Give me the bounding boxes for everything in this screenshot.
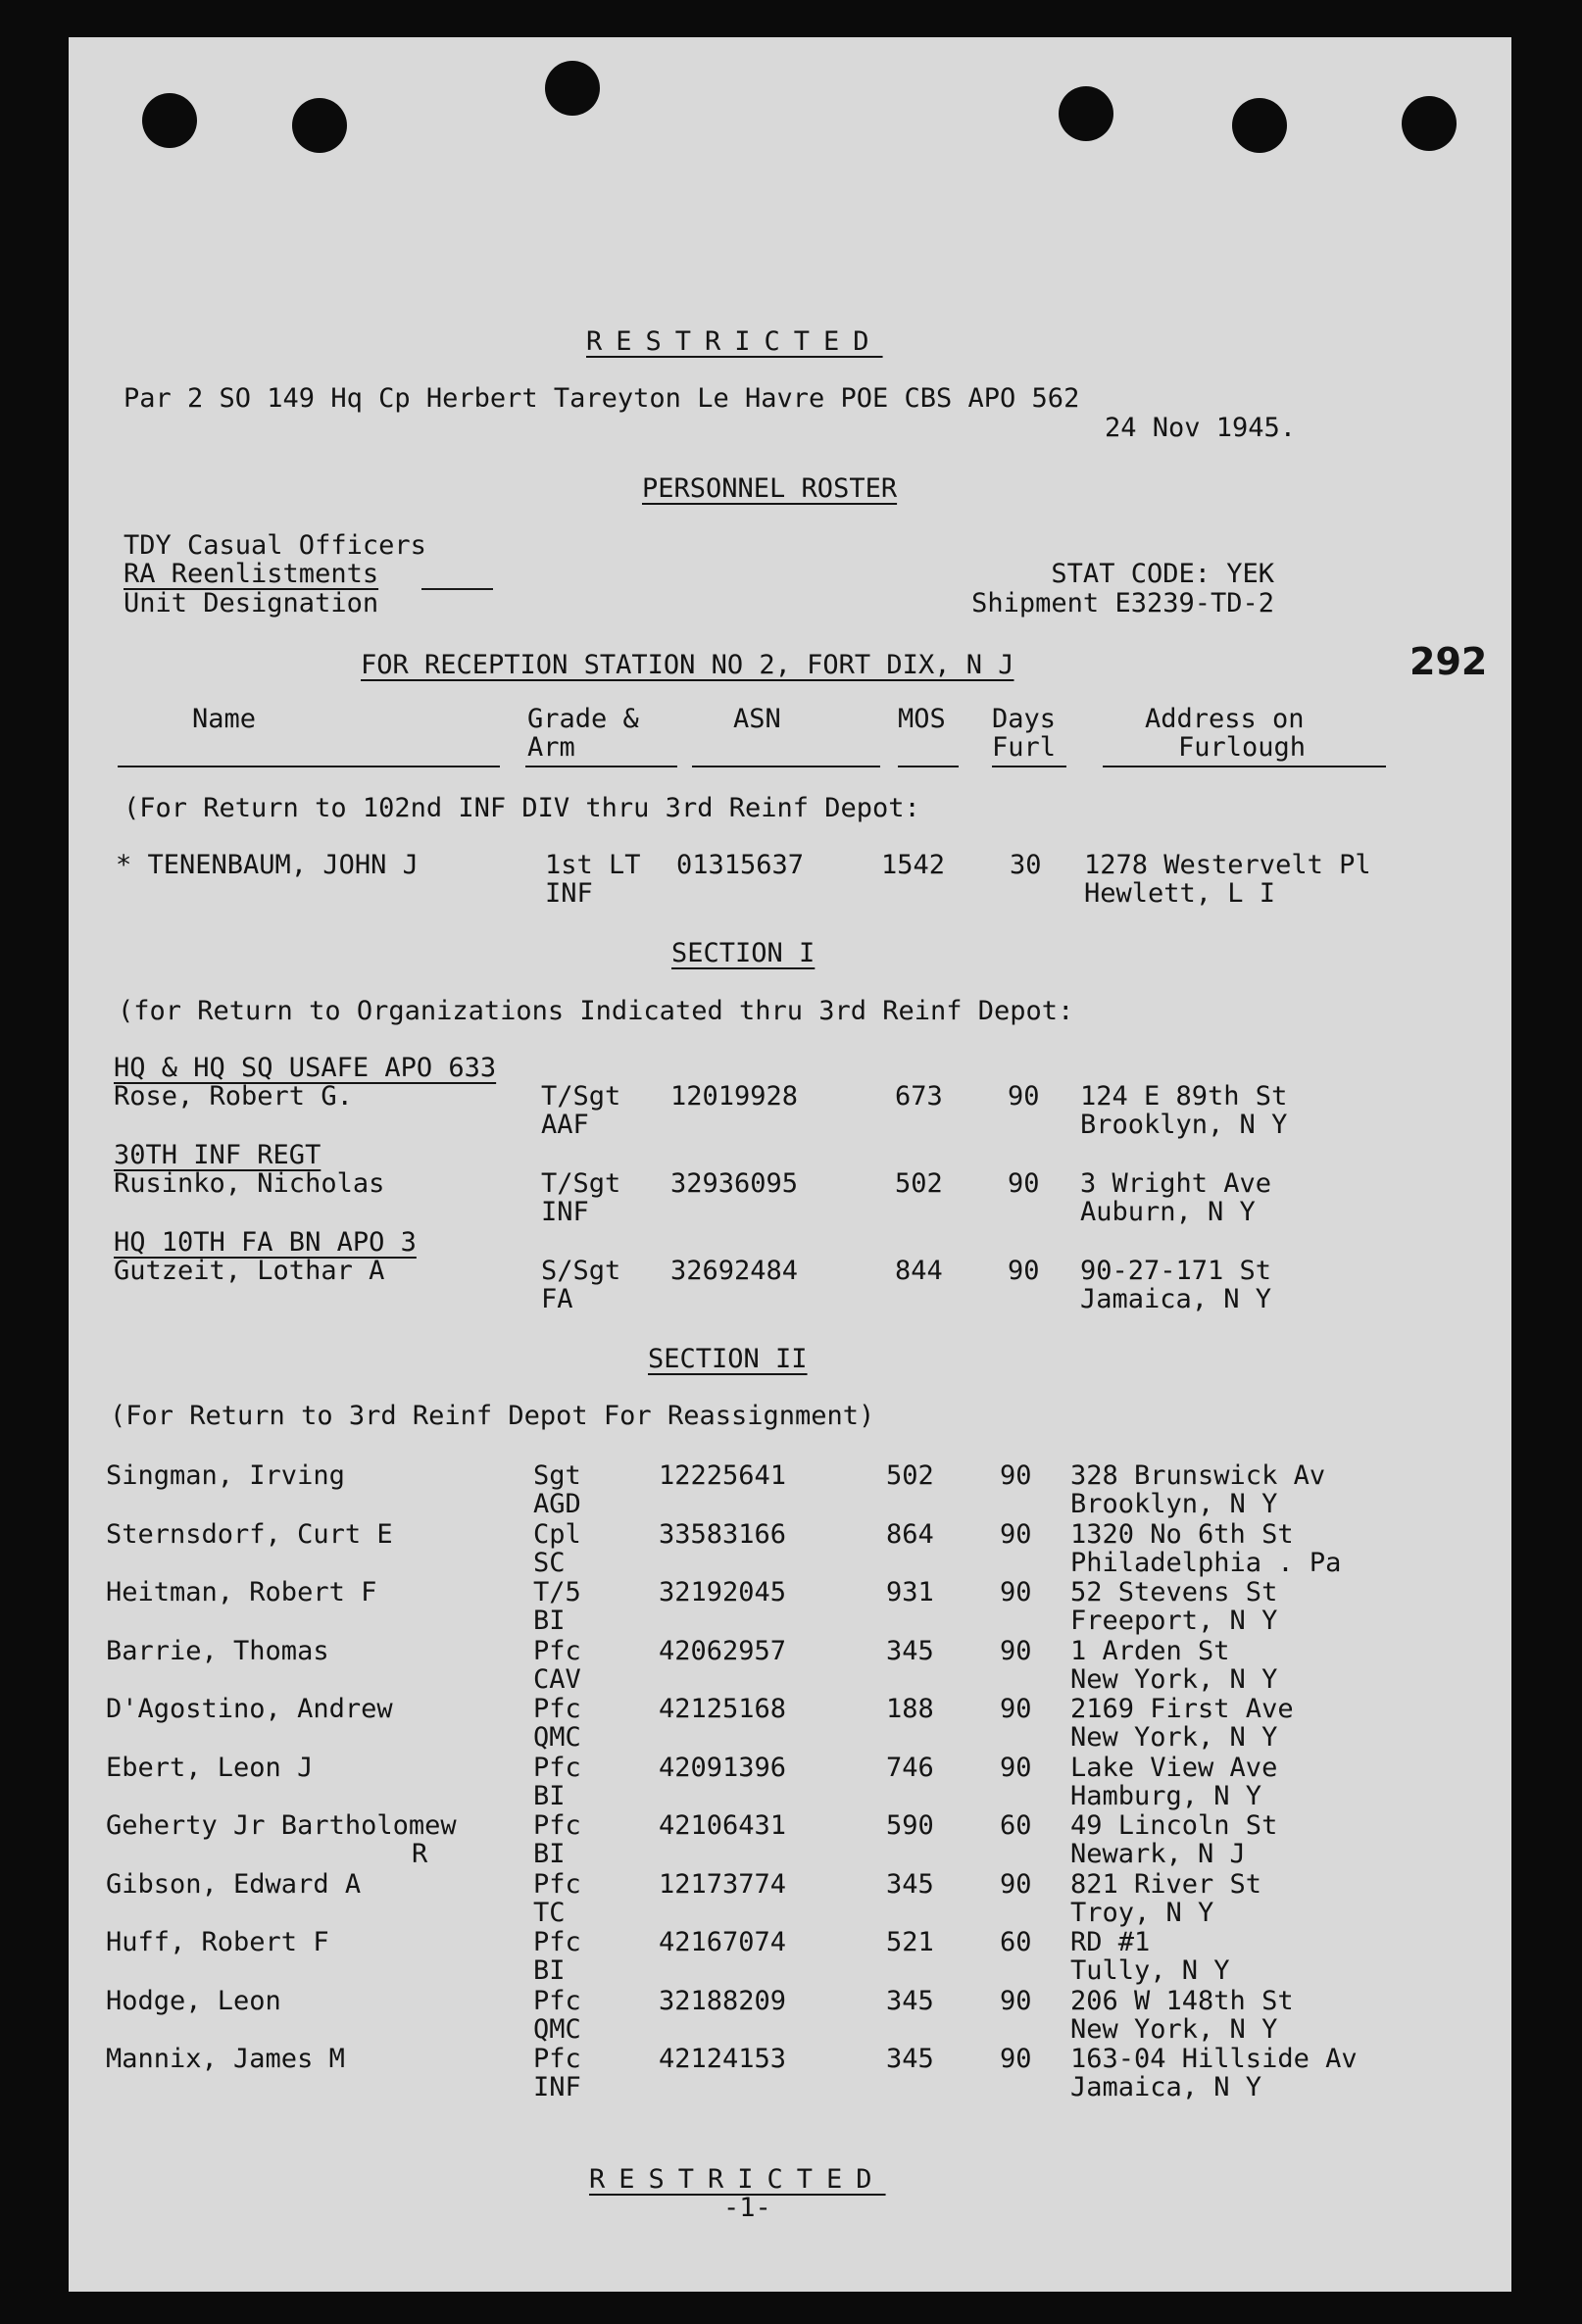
roster-asn: 42091396: [659, 1753, 787, 1783]
roster-address1: 49 Lincoln St: [1070, 1810, 1278, 1841]
roster-arm: BI: [533, 1781, 566, 1811]
roster-address2: New York, N Y: [1070, 1664, 1278, 1695]
roster-mos: 502: [895, 1168, 943, 1199]
roster-mos: 188: [886, 1694, 934, 1724]
roster-days: 90: [1000, 1694, 1032, 1724]
category-unit: Unit Designation: [124, 588, 379, 618]
roster-address2: Hamburg, N Y: [1070, 1781, 1262, 1811]
roster-address2: New York, N Y: [1070, 2014, 1278, 2045]
roster-name: Rose, Robert G.: [114, 1081, 353, 1112]
roster-name: D'Agostino, Andrew: [106, 1694, 393, 1724]
roster-days: 90: [1000, 1636, 1032, 1666]
roster-asn: 42125168: [659, 1694, 787, 1724]
roster-address2: Brooklyn, N Y: [1080, 1110, 1288, 1140]
roster-grade: Pfc: [533, 1810, 581, 1841]
roster-arm: QMC: [533, 2014, 581, 2045]
roster-address2: Freeport, N Y: [1070, 1606, 1278, 1636]
roster-asn: 32188209: [659, 1986, 787, 2016]
unit-designation: 30TH INF REGT: [114, 1140, 321, 1170]
roster-grade: T/5: [533, 1577, 581, 1607]
intro-asn: 01315637: [676, 850, 805, 880]
col-asn-rule: [692, 766, 880, 767]
roster-grade: Pfc: [533, 1927, 581, 1957]
roster-asn: 32936095: [670, 1168, 799, 1199]
roster-address1: 206 W 148th St: [1070, 1986, 1294, 2016]
roster-address1: 2169 First Ave: [1070, 1694, 1294, 1724]
roster-name: Singman, Irving: [106, 1460, 345, 1491]
roster-grade: Pfc: [533, 1753, 581, 1783]
roster-arm: QMC: [533, 1722, 581, 1753]
roster-mos: 844: [895, 1256, 943, 1286]
roster-address1: 163-04 Hillside Av: [1070, 2044, 1358, 2074]
roster-asn: 32692484: [670, 1256, 799, 1286]
col-mos: MOS: [898, 704, 946, 734]
roster-address1: 1 Arden St: [1070, 1636, 1230, 1666]
roster-mos: 345: [886, 2044, 934, 2074]
roster-days: 90: [1000, 1460, 1032, 1491]
roster-address2: Jamaica, N Y: [1080, 1284, 1272, 1314]
roster-asn: 42106431: [659, 1810, 787, 1841]
intro-name: * TENENBAUM, JOHN J: [116, 850, 419, 880]
roster-arm: SC: [533, 1548, 566, 1578]
roster-grade: Pfc: [533, 1986, 581, 2016]
roster-mos: 345: [886, 1986, 934, 2016]
roster-arm: BI: [533, 1606, 566, 1636]
intro-mos: 1542: [881, 850, 946, 880]
roster-address2: Philadelphia . Pa: [1070, 1548, 1342, 1578]
roster-days: 90: [1000, 1986, 1032, 2016]
roster-name: Huff, Robert F: [106, 1927, 329, 1957]
roster-address1: Lake View Ave: [1070, 1753, 1278, 1783]
shipment-number: Shipment E3239-TD-2: [971, 588, 1274, 618]
unit-designation: HQ 10TH FA BN APO 3: [114, 1227, 417, 1258]
roster-name: Mannix, James M: [106, 2044, 345, 2074]
intro-arm: INF: [545, 878, 593, 909]
roster-title: PERSONNEL ROSTER: [642, 473, 898, 504]
roster-address2: Troy, N Y: [1070, 1898, 1214, 1928]
roster-mos: 673: [895, 1081, 943, 1112]
roster-name: Gutzeit, Lothar A: [114, 1256, 385, 1286]
roster-mos: 521: [886, 1927, 934, 1957]
roster-grade: T/Sgt: [541, 1081, 621, 1112]
order-line: Par 2 SO 149 Hq Cp Herbert Tareyton Le Havre POE CBS APO 562: [124, 383, 1080, 414]
roster-mos: 590: [886, 1810, 934, 1841]
classification-bottom: RESTRICTED: [589, 2164, 886, 2195]
section-2-heading: SECTION II: [648, 1344, 808, 1374]
roster-arm: INF: [533, 2072, 581, 2102]
roster-address2: Brooklyn, N Y: [1070, 1489, 1278, 1519]
roster-asn: 32192045: [659, 1577, 787, 1607]
roster-grade: Sgt: [533, 1460, 581, 1491]
roster-name: Rusinko, Nicholas: [114, 1168, 385, 1199]
roster-asn: 42062957: [659, 1636, 787, 1666]
intro-address1: 1278 Westervelt Pl: [1084, 850, 1371, 880]
roster-address1: 1320 No 6th St: [1070, 1519, 1294, 1550]
roster-grade: Pfc: [533, 2044, 581, 2074]
roster-days: 60: [1000, 1927, 1032, 1957]
roster-days: 90: [1000, 1577, 1032, 1607]
roster-days: 90: [1008, 1256, 1040, 1286]
unit-designation: HQ & HQ SQ USAFE APO 633: [114, 1053, 497, 1083]
category-underline: [421, 588, 493, 590]
roster-address2: New York, N Y: [1070, 1722, 1278, 1753]
col-grade-rule: [525, 766, 677, 767]
roster-name: Heitman, Robert F: [106, 1577, 377, 1607]
col-address-rule: [1103, 766, 1386, 767]
roster-name: Barrie, Thomas: [106, 1636, 329, 1666]
roster-days: 90: [1000, 1519, 1032, 1550]
roster-asn: 42167074: [659, 1927, 787, 1957]
roster-name: Hodge, Leon: [106, 1986, 281, 2016]
col-asn: ASN: [733, 704, 781, 734]
col-furlough: Furlough: [1178, 732, 1307, 763]
roster-address1: 90-27-171 St: [1080, 1256, 1272, 1286]
roster-asn: 12173774: [659, 1869, 787, 1900]
roster-grade: Pfc: [533, 1694, 581, 1724]
roster-mos: 502: [886, 1460, 934, 1491]
section-1-note: (for Return to Organizations Indicated thru 3rd Reinf Depot:: [118, 996, 1074, 1026]
intro-days: 30: [1010, 850, 1042, 880]
roster-grade: Pfc: [533, 1869, 581, 1900]
roster-address2: Jamaica, N Y: [1070, 2072, 1262, 2102]
roster-arm: AGD: [533, 1489, 581, 1519]
intro-address2: Hewlett, L I: [1084, 878, 1276, 909]
order-date: 24 Nov 1945.: [1105, 413, 1297, 443]
page-number-stamp: 292: [1409, 640, 1488, 683]
col-arm: Arm: [527, 732, 575, 763]
col-grade: Grade &: [527, 704, 639, 734]
roster-asn: 33583166: [659, 1519, 787, 1550]
classification-top: RESTRICTED: [586, 326, 883, 357]
roster-days: 90: [1008, 1168, 1040, 1199]
roster-grade: S/Sgt: [541, 1256, 621, 1286]
roster-arm: CAV: [533, 1664, 581, 1695]
roster-arm: BI: [533, 1955, 566, 1986]
roster-address1: 328 Brunswick Av: [1070, 1460, 1326, 1491]
roster-arm: AAF: [541, 1110, 589, 1140]
roster-arm: BI: [533, 1839, 566, 1869]
roster-address1: 3 Wright Ave: [1080, 1168, 1272, 1199]
roster-grade: Pfc: [533, 1636, 581, 1666]
roster-days: 90: [1000, 1753, 1032, 1783]
roster-asn: 42124153: [659, 2044, 787, 2074]
intro-note: (For Return to 102nd INF DIV thru 3rd Reinf Depot:: [124, 793, 920, 823]
roster-grade: Cpl: [533, 1519, 581, 1550]
col-mos-rule: [898, 766, 959, 767]
roster-address2: Newark, N J: [1070, 1839, 1246, 1869]
col-days-rule: [992, 766, 1066, 767]
roster-name: Geherty Jr Bartholomew: [106, 1810, 457, 1841]
roster-mos: 345: [886, 1636, 934, 1666]
intro-grade: 1st LT: [545, 850, 641, 880]
roster-address1: 821 River St: [1070, 1869, 1262, 1900]
roster-grade: T/Sgt: [541, 1168, 621, 1199]
roster-days: 90: [1000, 1869, 1032, 1900]
roster-name: Sternsdorf, Curt E: [106, 1519, 393, 1550]
roster-mos: 931: [886, 1577, 934, 1607]
roster-address1: RD #1: [1070, 1927, 1151, 1957]
roster-mos: 864: [886, 1519, 934, 1550]
roster-days: 90: [1000, 2044, 1032, 2074]
col-days: Days: [992, 704, 1057, 734]
roster-arm: TC: [533, 1898, 566, 1928]
stat-code: STAT CODE: YEK: [1051, 559, 1274, 589]
section-1-heading: SECTION I: [671, 938, 816, 968]
roster-address2: Tully, N Y: [1070, 1955, 1230, 1986]
roster-mos: 746: [886, 1753, 934, 1783]
col-name-rule: [118, 766, 500, 767]
roster-name: Gibson, Edward A: [106, 1869, 362, 1900]
roster-arm: INF: [541, 1197, 589, 1227]
roster-address1: 124 E 89th St: [1080, 1081, 1288, 1112]
station-line: FOR RECEPTION STATION NO 2, FORT DIX, N J: [361, 650, 1014, 680]
section-2-note: (For Return to 3rd Reinf Depot For Reassignment): [110, 1401, 875, 1431]
roster-asn: 12225641: [659, 1460, 787, 1491]
category-ra: RA Reenlistments: [124, 559, 379, 589]
page-footer-number: -1-: [723, 2193, 771, 2223]
roster-days: 60: [1000, 1810, 1032, 1841]
roster-days: 90: [1008, 1081, 1040, 1112]
roster-asn: 12019928: [670, 1081, 799, 1112]
roster-address2: Auburn, N Y: [1080, 1197, 1256, 1227]
col-name: Name: [192, 704, 257, 734]
roster-mos: 345: [886, 1869, 934, 1900]
roster-name-cont: R: [412, 1839, 428, 1869]
roster-name: Ebert, Leon J: [106, 1753, 314, 1783]
roster-arm: FA: [541, 1284, 573, 1314]
col-furl: Furl: [992, 732, 1057, 763]
category-tdy: TDY Casual Officers: [124, 530, 426, 561]
roster-address1: 52 Stevens St: [1070, 1577, 1278, 1607]
col-address: Address on: [1145, 704, 1305, 734]
